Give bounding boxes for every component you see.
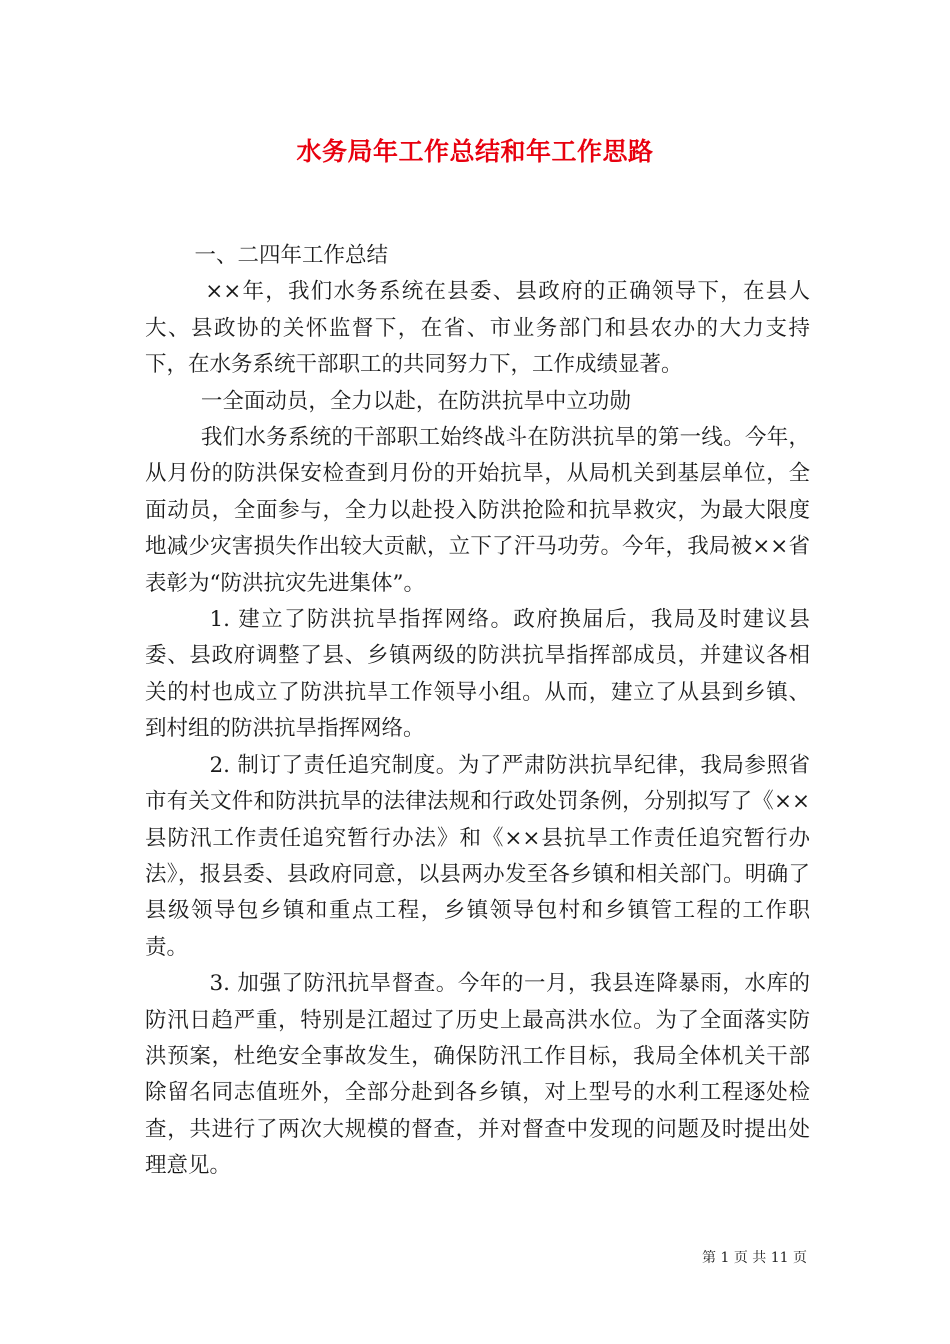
paragraph: 2. 制订了责任追究制度。为了严肃防洪抗旱纪律，我局参照省市有关文件和防洪抗旱的法律法规和行政处罚条例，分别拟写了《××县防汛工作责任追究暂行办法》和《××县抗旱工作责任追究暂行办法》，报县委、县政府同意，以县两办发至各乡镇和相关部门。明确了县级领导包乡镇和重点工程，乡镇领导包村和乡镇管工程的工作职责。 — [145, 752, 810, 960]
paragraph: 我们水务系统的干部职工始终战斗在防洪抗旱的第一线。今年，从月份的防洪保安检查到月份的开始抗旱，从局机关到基层单位，全面动员，全面参与，全力以赴投入防洪抢险和抗旱救灾，为最大限度地减少灾害损失作出较大贡献，立下了汗马功劳。今年，我局被××省表彰为“防洪抗灾先进集体”。 — [145, 425, 810, 596]
paragraph: 1. 建立了防洪抗旱指挥网络。政府换届后，我局及时建议县委、县政府调整了县、乡镇两级的防洪抗旱指挥部成员，并建议各相关的村也成立了防洪抗旱工作领导小组。从而，建立了从县到乡镇、到村组的防洪抗旱指挥网络。 — [145, 607, 810, 742]
paragraph: ××年，我们水务系统在县委、县政府的正确领导下，在县人大、县政协的关怀监督下，在省、市业务部门和县农办的大力支持下，在水务系统干部职工的共同努力下，工作成绩显著。 — [145, 279, 810, 378]
document-body — [145, 238, 810, 1185]
section-heading: 一、二四年工作总结 — [194, 243, 388, 268]
paragraph: 3. 加强了防汛抗旱督查。今年的一月，我县连降暴雨，水库的防汛日趋严重，特别是江超过了历史上最高洪水位。为了全面落实防洪预案，杜绝安全事故发生，确保防汛工作目标，我局全体机关干部除留名同志值班外，全部分赴到各乡镇，对上型号的水利工程逐处检查，共进行了两次大规模的督查，并对督查中发现的问题及时提出处理意见。 — [145, 971, 810, 1179]
document-title: 水务局年工作总结和年工作思路 — [296, 137, 654, 166]
page-number-footer: 第 1 页 共 11 页 — [702, 1250, 807, 1266]
subsection-heading: 一全面动员，全力以赴，在防洪抗旱中立功勋 — [200, 388, 631, 414]
